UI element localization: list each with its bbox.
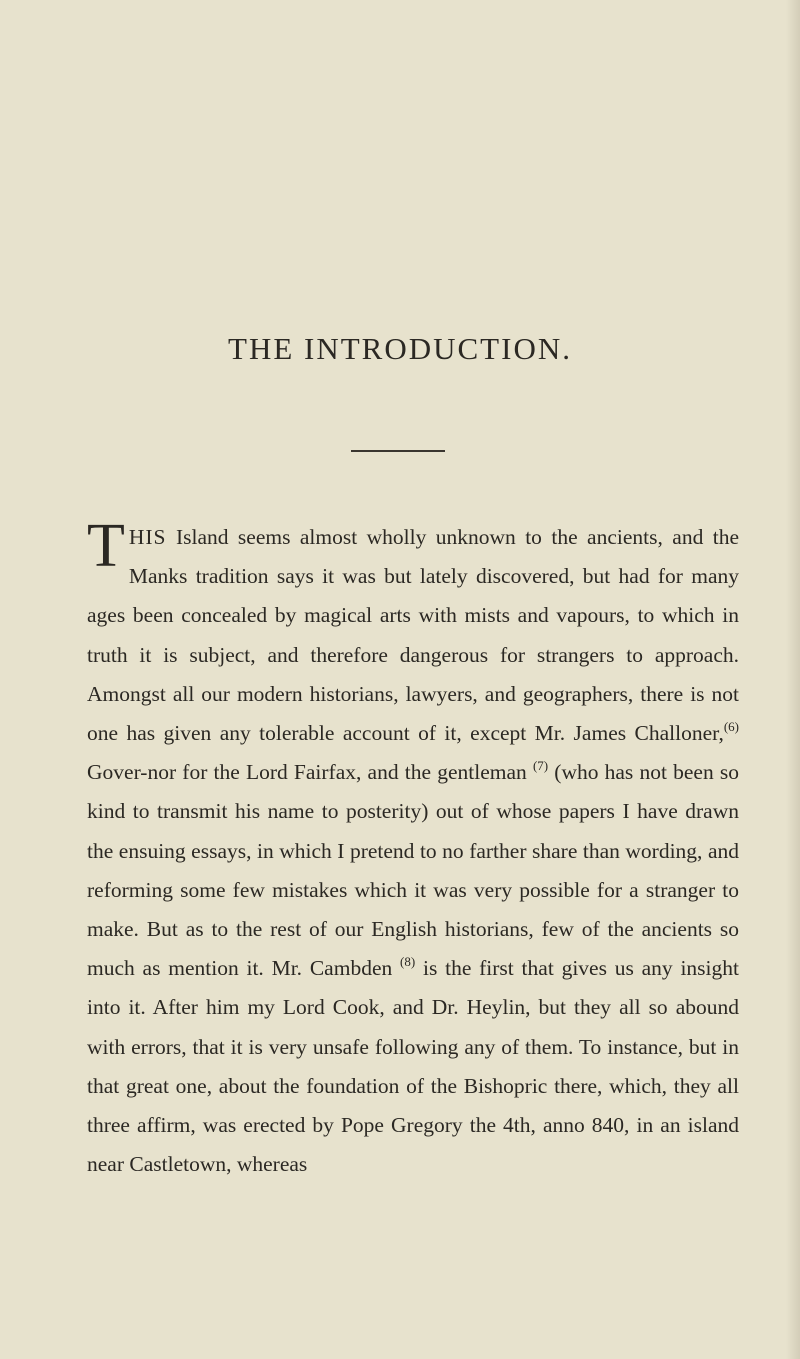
opening-word: HIS <box>128 525 167 549</box>
body-text <box>87 512 739 1184</box>
text-segment-1: Island seems almost wholly unknown to the ancients, and the Manks tradition says it was but lately discovered, but had for many ages been concealed by magical arts with mists and vapours, to which in truth it is subject, and therefore dangerous for strangers to approach. Amongst all our modern historians, lawyers, and geographers, there is not one has given any tolerable account of it, except Mr. James Challoner, <box>87 525 739 746</box>
footnote-ref-6: (6) <box>723 719 739 735</box>
footnote-ref-8: (8) <box>400 954 416 970</box>
page-edge <box>786 0 800 1359</box>
text-segment-2: Gover-nor for the Lord Fairfax, and the gentleman <box>87 760 533 785</box>
text-segment-3: (who has not been so kind to transmit his name to posterity) out of whose papers I have drawn the ensuing essays, in which I pretend to no farther share than wording, and reforming some few mistakes which it was very possible for a stranger to make. But as to the rest of our English historians, few of the ancients so much as mention it. Mr. Cambden <box>87 760 739 981</box>
drop-cap: T <box>87 512 125 580</box>
title-rule <box>351 450 445 452</box>
footnote-ref-7: (7) <box>532 758 549 774</box>
text-segment-4: is the first that gives us any insight into it. After him my Lord Cook, and Dr. Heylin, but they all so abound with errors, that it is very unsafe following any of them. To instance, but in that great one, about the foundation of the Bishopric there, which, they all three affirm, was erected by Pope Gregory the 4th, anno 840, in an island near Castletown, whereas <box>87 956 739 1177</box>
paragraph <box>87 512 739 1184</box>
page-title: THE INTRODUCTION. <box>228 331 572 366</box>
